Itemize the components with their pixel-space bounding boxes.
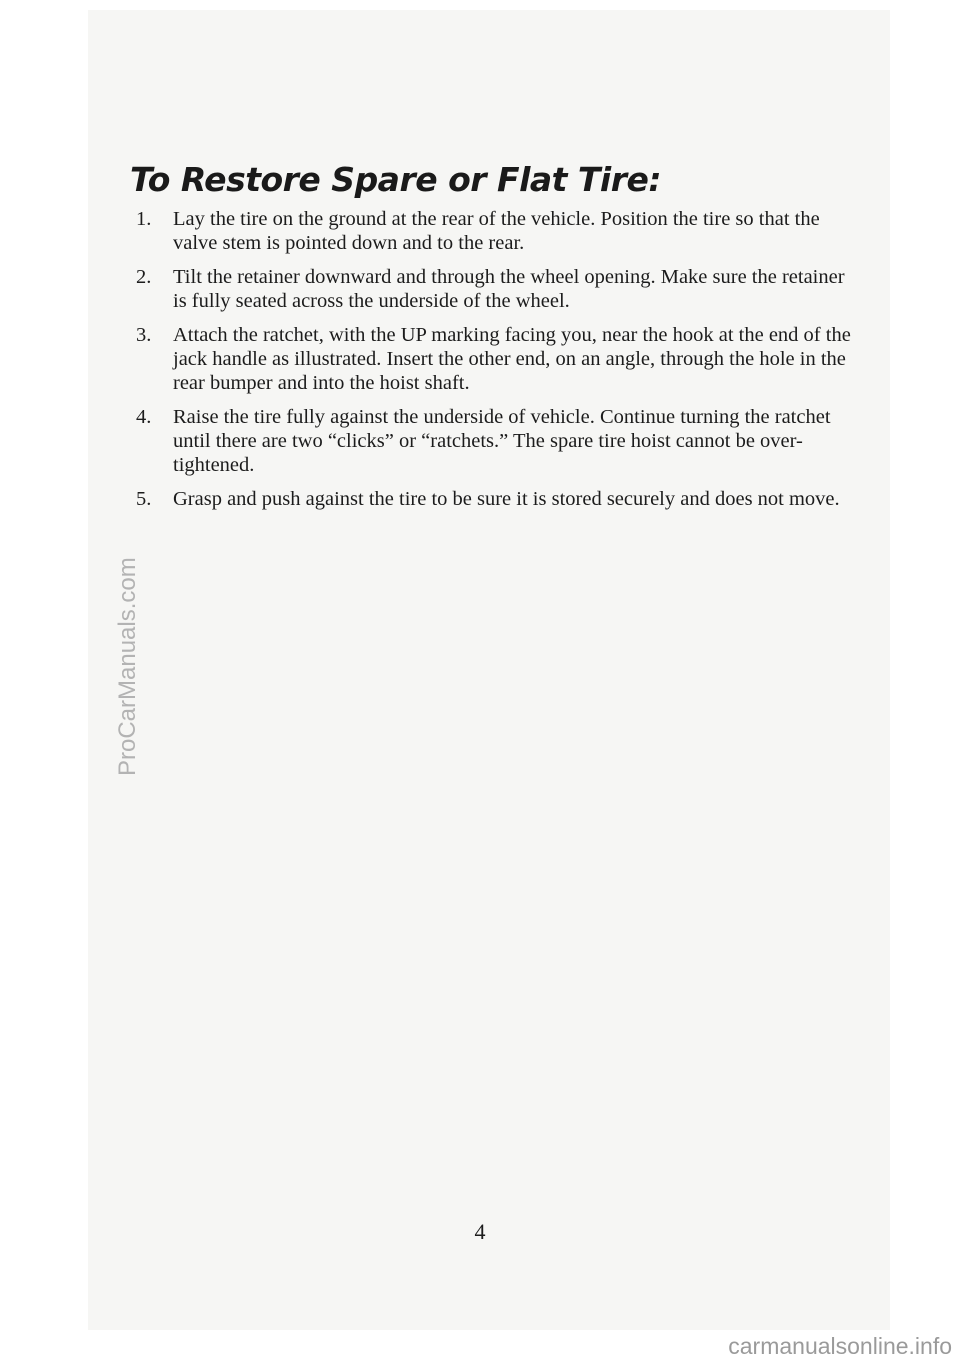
step-number: 1. [136,208,152,230]
page-number: 4 [474,1219,486,1244]
step-text: Raise the tire fully against the underside of vehicle. Continue turning the ratchet until there are two “clicks” or “ratchets.” The spare tire hoist cannot be over-tightened. [173,406,831,476]
step-text: Attach the ratchet, with the UP marking facing you, near the hook at the end of the jack handle as illustrated. Insert the other end, on an angle, through the hole in the rear bumper and into the hoist shaft. [173,324,851,394]
step-text: Grasp and push against the tire to be sure it is stored securely and does not move. [173,488,840,510]
instruction-step [136,323,856,395]
step-text: Tilt the retainer downward and through the wheel opening. Make sure the retainer is fully seated across the underside of the wheel. [173,266,845,312]
step-number: 5. [136,488,152,510]
instruction-step [136,265,856,313]
instruction-list [136,207,856,521]
step-number: 3. [136,324,152,346]
instruction-step [136,405,856,477]
step-number: 2. [136,266,152,288]
side-watermark: ProCarManuals.com [114,557,141,776]
step-text: Lay the tire on the ground at the rear of the vehicle. Position the tire so that the valve stem is pointed down and to the rear. [173,208,820,254]
section-heading: To Restore Spare or Flat Tire: [130,160,662,199]
instruction-step [136,487,856,511]
step-number: 4. [136,406,152,428]
bottom-watermark: carmanualsonline.info [728,1333,952,1359]
instruction-step [136,207,856,255]
